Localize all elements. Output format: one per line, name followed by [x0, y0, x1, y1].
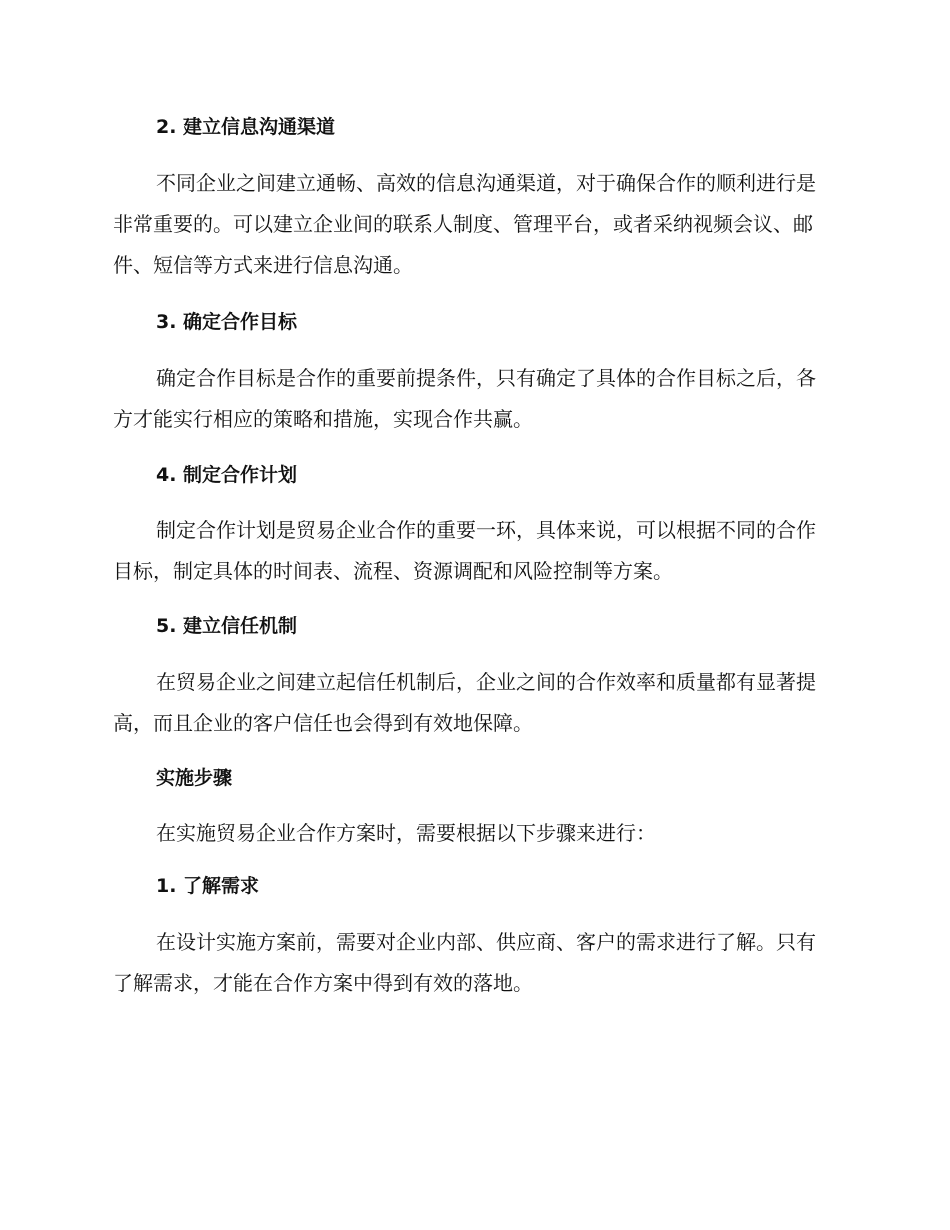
- section-paragraph-requirements: 在设计实施方案前，需要对企业内部、供应商、客户的需求进行了解。只有了解需求，才能在合作方案中得到有效的落地。: [113, 930, 816, 995]
- section-heading-trust: 5. 建立信任机制: [156, 615, 298, 637]
- section-heading-requirements: 1. 了解需求: [156, 875, 260, 897]
- section-heading-plan: 4. 制定合作计划: [156, 464, 298, 486]
- section-paragraph-communication: 不同企业之间建立通畅、高效的信息沟通渠道，对于确保合作的顺利进行是非常重要的。可以建立企业间的联系人制度、管理平台，或者采纳视频会议、邮件、短信等方式来进行信息沟通。: [113, 171, 816, 277]
- section-paragraph-implementation: 在实施贸易企业合作方案时，需要根据以下步骤来进行：: [156, 821, 656, 845]
- section-paragraph-goals: 确定合作目标是合作的重要前提条件，只有确定了具体的合作目标之后，各方才能实行相应的策略和措施，实现合作共赢。: [113, 366, 816, 431]
- section-heading-communication: 2. 建立信息沟通渠道: [156, 116, 336, 138]
- section-heading-implementation: 实施步骤: [156, 767, 233, 789]
- section-heading-goals: 3. 确定合作目标: [156, 311, 298, 333]
- section-paragraph-plan: 制定合作计划是贸易企业合作的重要一环，具体来说，可以根据不同的合作目标，制定具体的时间表、流程、资源调配和风险控制等方案。: [113, 518, 816, 583]
- section-paragraph-trust: 在贸易企业之间建立起信任机制后，企业之间的合作效率和质量都有显著提高，而且企业的客户信任也会得到有效地保障。: [113, 670, 816, 735]
